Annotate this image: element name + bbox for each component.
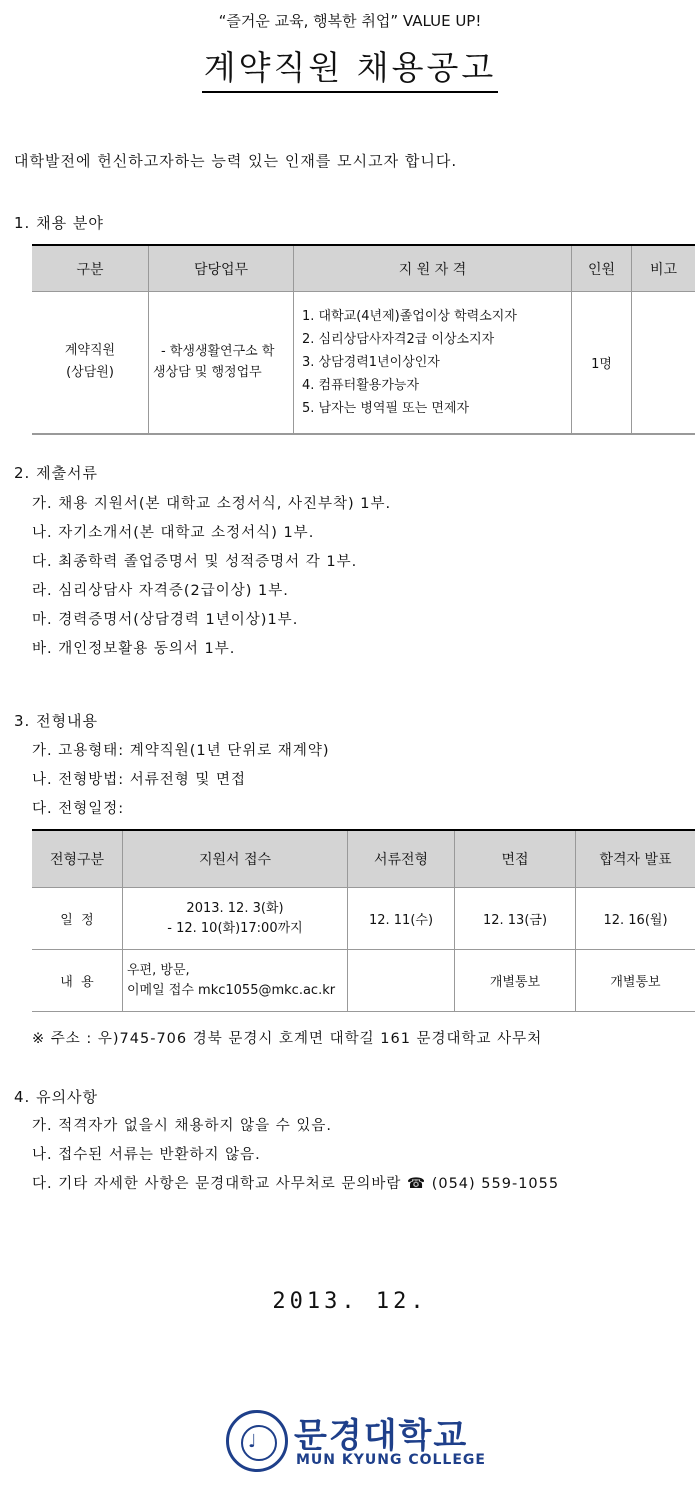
content-interview: 개별통보 (455, 950, 576, 1012)
posting-date: 2013. 12. (272, 1289, 428, 1314)
apply-line: 2013. 12. 3(화) (186, 900, 284, 916)
content-doc (348, 950, 455, 1012)
duty-line: 생상담 및 행정업무 (153, 365, 262, 381)
section-1-heading: 1. 채용 분야 (14, 214, 104, 232)
header-duty: 담당업무 (149, 245, 294, 292)
header-note: 비고 (632, 245, 696, 292)
duty-line: - 학생생활연구소 학 (161, 344, 275, 360)
header-qualification: 지 원 자 격 (294, 245, 572, 292)
cell-category (32, 292, 149, 434)
selection-item: 나. 전형방법: 서류전형 및 면접 (32, 772, 247, 788)
qualification-item: 5. 남자는 병역필 또는 면제자 (302, 400, 470, 416)
schedule-row-label: 일 정 (32, 888, 123, 950)
doc-item: 나. 자기소개서(본 대학교 소정서식) 1부. (32, 525, 315, 541)
apply-line: - 12. 10(화)17:00까지 (167, 920, 303, 936)
category-line: (상담원) (66, 365, 114, 381)
college-seal-icon: ♩ (226, 1410, 288, 1472)
intro-text: 대학발전에 헌신하고자하는 능력 있는 인재를 모시고자 합니다. (14, 152, 458, 170)
header-document: 서류전형 (348, 830, 455, 888)
header-count: 인원 (572, 245, 632, 292)
notice-item: 가. 적격자가 없을시 채용하지 않을 수 있음. (32, 1118, 332, 1134)
cell-note (632, 292, 696, 434)
selection-item: 다. 전형일정: (32, 801, 125, 817)
qualification-item: 3. 상담경력1년이상인자 (302, 354, 440, 370)
schedule-doc: 12. 11(수) (348, 888, 455, 950)
apply-line: 우편, 방문, (127, 962, 190, 978)
schedule-result: 12. 16(월) (576, 888, 696, 950)
content-row-label: 내 용 (32, 950, 123, 1012)
logo-name-korean: 문경대학교 (294, 1416, 469, 1456)
doc-item: 가. 채용 지원서(본 대학교 소정서식, 사진부착) 1부. (32, 496, 392, 512)
notice-item: 나. 접수된 서류는 반환하지 않음. (32, 1147, 261, 1163)
section-3-heading: 3. 전형내용 (14, 712, 99, 730)
header-category: 구분 (32, 245, 149, 292)
doc-item: 다. 최종학력 졸업증명서 및 성적증명서 각 1부. (32, 554, 358, 570)
apply-line: 이메일 접수 mkc1055@mkc.ac.kr (127, 982, 336, 998)
college-logo (226, 1408, 506, 1480)
cell-qualifications (294, 292, 572, 434)
header-result: 합격자 발표 (576, 830, 696, 888)
doc-item: 바. 개인정보활용 동의서 1부. (32, 641, 236, 657)
title-text: 계약직원 채용공고 (202, 48, 499, 93)
content-apply (123, 950, 348, 1012)
schedule-table (32, 829, 695, 1012)
header-interview: 면접 (455, 830, 576, 888)
schedule-row (32, 888, 695, 950)
category-line: 계약직원 (64, 343, 116, 359)
doc-item: 라. 심리상담사 자격증(2급이상) 1부. (32, 583, 289, 599)
page-title (0, 42, 700, 89)
content-row (32, 950, 695, 1012)
content-result: 개별통보 (576, 950, 696, 1012)
cell-duty (149, 292, 294, 434)
schedule-apply (123, 888, 348, 950)
slogan: “즐거운 교육, 행복한 취업” VALUE UP! (218, 12, 482, 30)
schedule-table-header (32, 830, 695, 888)
notice-item: 다. 기타 자세한 사항은 문경대학교 사무처로 문의바람 ☎ (054) 559-1055 (32, 1176, 560, 1192)
header-stage: 전형구분 (32, 830, 123, 888)
qualification-item: 2. 심리상담사자격2급 이상소지자 (302, 331, 495, 347)
qualification-item: 4. 컴퓨터활용가능자 (302, 377, 419, 393)
section-2-heading: 2. 제출서류 (14, 464, 99, 482)
logo-name-english: MUN KYUNG COLLEGE (296, 1452, 486, 1468)
section-4-heading: 4. 유의사항 (14, 1088, 99, 1106)
recruitment-table (32, 244, 695, 435)
cell-count: 1명 (572, 292, 632, 434)
address-text: ※ 주소 : 우)745-706 경북 문경시 호계면 대학길 161 문경대학교 사무처 (32, 1031, 543, 1047)
qualification-item: 1. 대학교(4년제)졸업이상 학력소지자 (302, 308, 517, 324)
recruitment-row (32, 292, 695, 434)
header-application: 지원서 접수 (123, 830, 348, 888)
schedule-interview: 12. 13(금) (455, 888, 576, 950)
selection-item: 가. 고용형태: 계약직원(1년 단위로 재계약) (32, 743, 330, 759)
recruitment-table-header (32, 245, 695, 292)
doc-item: 마. 경력증명서(상담경력 1년이상)1부. (32, 612, 299, 628)
